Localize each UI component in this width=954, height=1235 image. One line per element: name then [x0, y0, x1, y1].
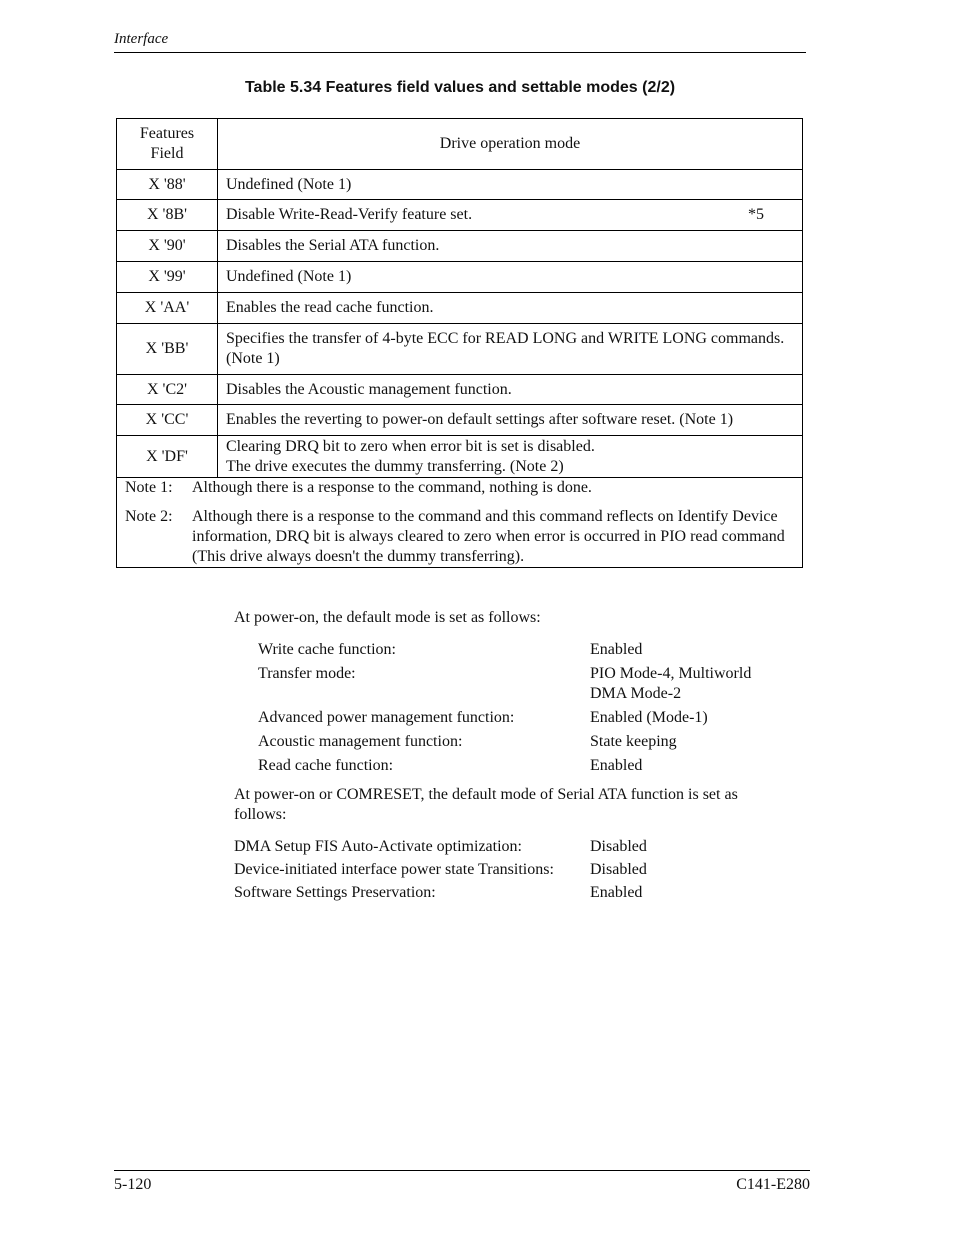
default-item: Transfer mode: PIO Mode-4, Multiworld DMA Mode-2: [258, 665, 752, 702]
default-item: Device-initiated interface power state Transitions: Disabled: [234, 861, 647, 878]
document-id: C141-E280: [736, 1176, 810, 1193]
table-caption: Table 5.34 Features field values and settable modes (2/2): [244, 79, 676, 96]
table-row: [117, 262, 803, 293]
note-1: Note 1: Although there is a response to the command, nothing is done.: [125, 479, 592, 496]
mode-description: Disables the Serial ATA function.: [218, 231, 803, 262]
features-field-header: Features Field: [117, 119, 218, 170]
page-header: [114, 31, 806, 53]
table-row: [117, 405, 803, 436]
table-row: [117, 436, 803, 478]
table-notes: [117, 478, 803, 568]
table-row: [117, 231, 803, 262]
power-on-intro: At power-on, the default mode is set as follows:: [234, 609, 541, 626]
features-code: X '99': [117, 262, 218, 293]
page-number: 5-120: [114, 1176, 152, 1193]
default-item: Write cache function: Enabled: [258, 641, 643, 658]
default-item: Read cache function: Enabled: [258, 757, 643, 774]
features-code: X '8B': [117, 200, 218, 231]
sata-defaults: [234, 837, 790, 906]
mode-description: Clearing DRQ bit to zero when error bit is set is disabled. The drive executes the dummy transferring. (Note 2): [218, 436, 803, 478]
features-code: X 'BB': [117, 324, 218, 375]
mode-description: Disable Write-Read-Verify feature set. *5: [218, 200, 803, 231]
table-row: [117, 293, 803, 324]
table-row: [117, 324, 803, 375]
drive-operation-mode-header: Drive operation mode: [218, 119, 803, 170]
default-item: Advanced power management function: Enabled (Mode-1): [258, 709, 708, 726]
mode-description: Enables the reverting to power-on default settings after software reset. (Note 1): [218, 405, 803, 436]
features-code: X '88': [117, 170, 218, 200]
features-code: X 'C2': [117, 375, 218, 405]
features-code: X 'DF': [117, 436, 218, 478]
section-title: Interface: [114, 31, 169, 47]
page-footer: [114, 1170, 810, 1194]
table-header-row: [117, 119, 803, 170]
power-on-defaults: [258, 640, 790, 780]
mode-description: Specifies the transfer of 4-byte ECC for READ LONG and WRITE LONG commands. (Note 1): [218, 324, 803, 375]
default-item: DMA Setup FIS Auto-Activate optimization: Disabled: [234, 838, 647, 855]
mode-description: Disables the Acoustic management function.: [218, 375, 803, 405]
mode-description: Undefined (Note 1): [218, 170, 803, 200]
table-row: [117, 200, 803, 231]
table-row: [117, 170, 803, 200]
features-code: X '90': [117, 231, 218, 262]
default-item: Acoustic management function: State keeping: [258, 733, 677, 750]
comreset-intro: At power-on or COMRESET, the default mode of Serial ATA function is set as follows:: [234, 786, 738, 823]
notes-row: [117, 478, 803, 568]
default-item: Software Settings Preservation: Enabled: [234, 884, 643, 901]
mode-description: Enables the read cache function.: [218, 293, 803, 324]
features-table: [116, 118, 803, 568]
features-code: X 'AA': [117, 293, 218, 324]
features-code: X 'CC': [117, 405, 218, 436]
table-row: [117, 375, 803, 405]
note-2: Note 2: Although there is a response to the command and this command reflects on Identify Device information, DRQ bit is always cleared to zero when error is occurred in PIO read command (This drive always doesn't the dummy transferring).: [125, 508, 785, 565]
footnote-ref: *5: [748, 206, 764, 223]
mode-description: Undefined (Note 1): [218, 262, 803, 293]
